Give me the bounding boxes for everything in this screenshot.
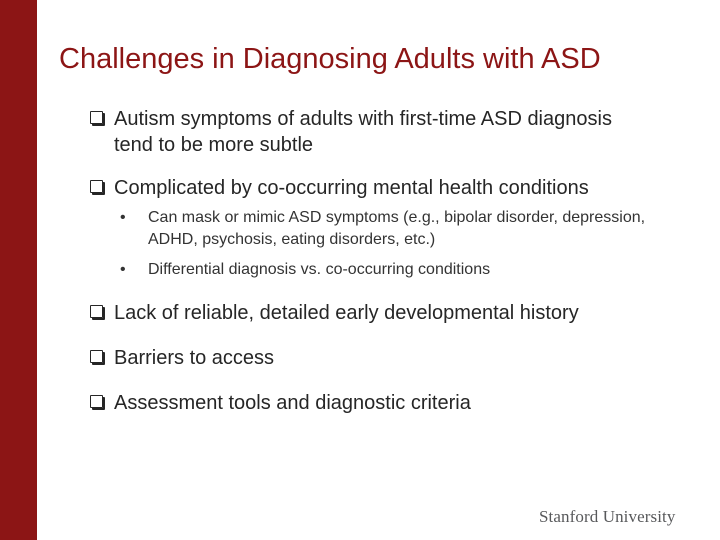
sub-bullet-item [120,259,680,281]
bullet-text: Lack of reliable, detailed early developmental history [114,302,579,324]
sub-bullet-marker: • [120,261,126,278]
bullet-item [90,175,690,201]
left-accent-bar [0,0,37,540]
bullet-text: Autism symptoms of adults with first-time ASD diagnosis tend to be more subtle [114,108,612,156]
bullet-item [90,345,690,371]
bullet-text: Barriers to access [114,347,275,369]
bullet-item [90,390,690,416]
sub-bullet-marker: • [120,209,126,226]
bullet-item [90,106,690,158]
checkbox-square-icon [90,350,103,363]
sub-bullet-text: Differential diagnosis vs. co-occurring conditions [148,261,491,278]
checkbox-square-icon [90,180,103,193]
sub-bullet-item [120,207,680,251]
sub-bullet-text: Can mask or mimic ASD symptoms (e.g., bipolar disorder, depression, ADHD, psychosis, eating disorders, etc.) [148,209,646,248]
checkbox-square-icon [90,395,103,408]
slide-title: Challenges in Diagnosing Adults with ASD [59,43,601,75]
bullet-item [90,300,690,326]
stanford-logo: Stanford University [539,507,676,526]
checkbox-square-icon [90,111,103,124]
checkbox-square-icon [90,305,103,318]
bullet-text: Assessment tools and diagnostic criteria [114,392,471,414]
bullet-text: Complicated by co-occurring mental health conditions [114,177,589,199]
